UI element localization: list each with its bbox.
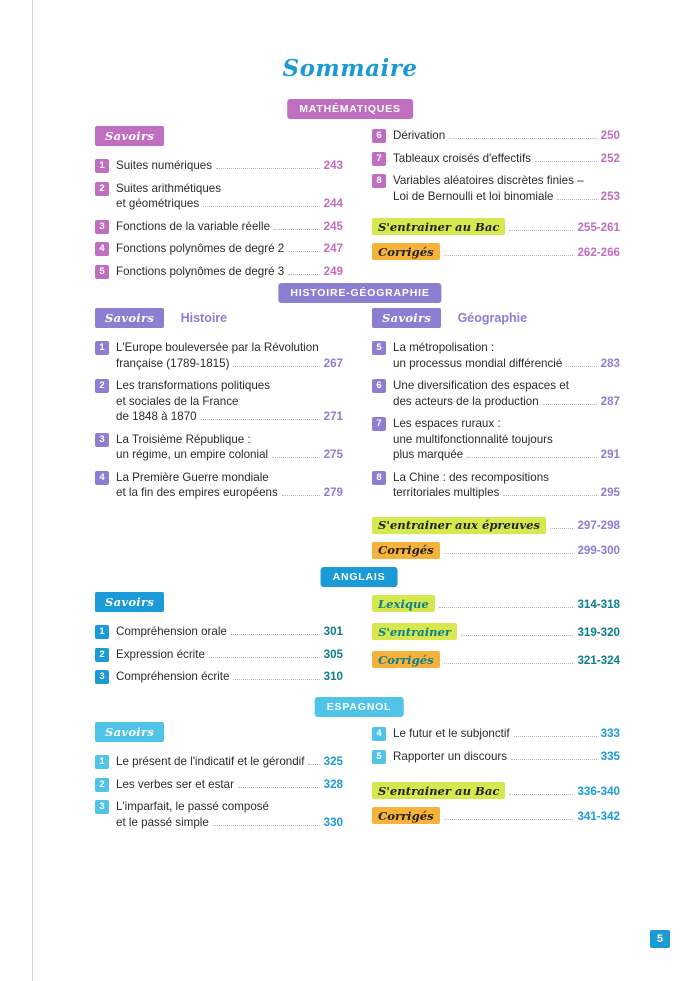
entry-label: Les verbes ser et estar bbox=[116, 777, 234, 791]
leader-dots bbox=[566, 366, 596, 367]
leader-dots bbox=[511, 759, 597, 760]
entry-number: 5 bbox=[372, 341, 386, 355]
toc-entry[interactable] bbox=[95, 624, 343, 640]
leader-dots bbox=[444, 663, 574, 664]
entry-label: Les transformations politiques bbox=[116, 379, 271, 392]
maths-right-entries bbox=[372, 128, 620, 260]
entry-number: 4 bbox=[95, 471, 109, 485]
entry-label-line2: et le passé simple bbox=[116, 815, 209, 829]
highlight-page: 319-320 bbox=[577, 625, 620, 639]
entry-number: 6 bbox=[372, 129, 386, 143]
entry-page: 305 bbox=[323, 647, 343, 661]
toc-entry[interactable] bbox=[95, 158, 343, 174]
leader-dots bbox=[282, 495, 320, 496]
toc-entry[interactable] bbox=[95, 219, 343, 235]
entry-page: 245 bbox=[323, 219, 343, 233]
entry-label-line2: territoriales multiples bbox=[393, 486, 500, 499]
entry-label: La Troisième République : bbox=[116, 432, 251, 446]
entry-label: Le futur et le subjonctif bbox=[393, 727, 510, 740]
entry-page: 249 bbox=[323, 264, 343, 278]
section-banner-espagnol: ESPAGNOL bbox=[315, 697, 404, 717]
highlight-label: S'entrainer aux épreuves bbox=[372, 517, 546, 534]
subsection-heading-histoire: Histoire bbox=[180, 310, 228, 325]
savoirs-tag: Savoirs bbox=[95, 126, 164, 146]
entry-label: Suites arithmétiques bbox=[116, 181, 222, 195]
entry-number: 7 bbox=[372, 152, 386, 166]
highlight-page: 299-300 bbox=[577, 544, 620, 557]
espagnol-left-column bbox=[95, 722, 343, 837]
entry-number: 2 bbox=[95, 778, 109, 792]
entry-label: La Chine : des recompositions bbox=[393, 470, 549, 484]
entry-number: 8 bbox=[372, 471, 386, 485]
entry-page: 275 bbox=[323, 448, 343, 461]
page-gutter-rule bbox=[32, 0, 33, 981]
savoirs-tag: Savoirs bbox=[95, 592, 164, 612]
leader-dots bbox=[238, 787, 320, 788]
leader-dots bbox=[535, 161, 597, 162]
highlight-label: Corrigés bbox=[372, 651, 440, 668]
espagnol-right-column bbox=[372, 726, 620, 832]
entry-label: La Première Guerre mondiale bbox=[116, 470, 269, 484]
section-banner-anglais: ANGLAIS bbox=[321, 567, 398, 587]
anglais-left-column bbox=[95, 592, 343, 692]
toc-highlight-row[interactable] bbox=[372, 595, 620, 612]
toc-entry[interactable] bbox=[95, 777, 343, 793]
entry-label-line2: et sociales de la France bbox=[116, 394, 239, 408]
entry-number: 5 bbox=[95, 265, 109, 279]
entry-label: La métropolisation : bbox=[393, 341, 495, 354]
toc-entry[interactable] bbox=[372, 173, 620, 204]
leader-dots bbox=[461, 635, 573, 636]
toc-highlight-row[interactable] bbox=[372, 542, 620, 559]
anglais-right-column bbox=[372, 595, 620, 676]
entry-number: 5 bbox=[372, 750, 386, 764]
toc-entry[interactable] bbox=[95, 799, 343, 830]
entry-label-line3: de 1848 à 1870 bbox=[116, 410, 197, 423]
entry-page: 247 bbox=[323, 242, 343, 255]
leader-dots bbox=[509, 230, 573, 231]
highlight-page: 336-340 bbox=[577, 784, 620, 798]
highlight-label: S'entrainer au Bac bbox=[372, 218, 505, 235]
highlight-page: 255-261 bbox=[577, 220, 620, 234]
toc-entry[interactable] bbox=[95, 378, 343, 425]
entry-label: Le présent de l'indicatif et le gérondif bbox=[116, 755, 305, 768]
leader-dots bbox=[444, 819, 574, 820]
entry-number: 2 bbox=[95, 182, 109, 196]
entry-number: 1 bbox=[95, 341, 109, 355]
toc-highlight-row[interactable] bbox=[372, 218, 620, 235]
entry-label: Variables aléatoires discrètes finies – bbox=[393, 174, 584, 187]
anglais-left-entries bbox=[95, 624, 343, 685]
leader-dots bbox=[274, 229, 320, 230]
toc-highlight-row[interactable] bbox=[372, 651, 620, 668]
leader-dots bbox=[233, 366, 319, 367]
leader-dots bbox=[231, 634, 320, 635]
toc-highlight-row[interactable] bbox=[372, 517, 620, 534]
entry-page: 310 bbox=[323, 670, 343, 683]
histgeo-left-entries bbox=[95, 340, 343, 501]
entry-label: Compréhension orale bbox=[116, 625, 227, 638]
savoirs-tag: Savoirs bbox=[95, 722, 164, 742]
espagnol-left-entries bbox=[95, 754, 343, 830]
toc-entry[interactable] bbox=[95, 470, 343, 501]
entry-label: Les espaces ruraux : bbox=[393, 417, 501, 430]
histgeo-right-entries bbox=[372, 340, 620, 559]
leader-dots bbox=[439, 607, 574, 608]
leader-dots bbox=[503, 495, 596, 496]
entry-label: Rapporter un discours bbox=[393, 749, 508, 763]
entry-page: 283 bbox=[600, 356, 620, 370]
entry-number: 3 bbox=[95, 433, 109, 447]
leader-dots bbox=[288, 251, 319, 252]
page-title: Sommaire bbox=[282, 55, 418, 82]
entry-number: 7 bbox=[372, 417, 386, 431]
page-number-badge: 5 bbox=[650, 930, 670, 948]
entry-page: 267 bbox=[323, 356, 343, 370]
subsection-heading-geographie: Géographie bbox=[457, 310, 528, 325]
section-banner-histoire-geographie: HISTOIRE-GÉOGRAPHIE bbox=[278, 283, 441, 303]
entry-label-line2: un régime, un empire colonial bbox=[116, 448, 269, 461]
maths-left-column bbox=[95, 126, 343, 286]
entry-label-line2: un processus mondial différencié bbox=[393, 356, 563, 370]
entry-label-line2: des acteurs de la production bbox=[393, 394, 539, 408]
histgeo-right-column bbox=[372, 308, 620, 567]
highlight-label: S'entrainer au Bac bbox=[372, 782, 505, 799]
toc-highlight-row[interactable] bbox=[372, 782, 620, 799]
toc-entry[interactable] bbox=[95, 669, 343, 685]
highlight-page: 321-324 bbox=[577, 653, 620, 667]
leader-dots bbox=[444, 255, 574, 256]
espagnol-right-entries bbox=[372, 726, 620, 824]
toc-entry[interactable] bbox=[95, 340, 343, 371]
entry-page: 335 bbox=[600, 749, 620, 763]
entry-label: L'imparfait, le passé composé bbox=[116, 800, 270, 813]
leader-dots bbox=[216, 168, 320, 169]
highlight-label: Lexique bbox=[372, 595, 435, 612]
maths-left-entries bbox=[95, 158, 343, 279]
toc-entry[interactable] bbox=[95, 754, 343, 770]
entry-label: Une diversification des espaces et bbox=[393, 379, 569, 392]
entry-number: 8 bbox=[372, 174, 386, 188]
entry-label: Fonctions polynômes de degré 2 bbox=[116, 242, 285, 255]
toc-highlight-row[interactable] bbox=[372, 623, 620, 640]
entry-number: 2 bbox=[95, 379, 109, 393]
entry-number: 2 bbox=[95, 648, 109, 662]
entry-label: Fonctions de la variable réelle bbox=[116, 219, 271, 233]
entry-number: 6 bbox=[372, 379, 386, 393]
highlight-page: 314-318 bbox=[577, 597, 620, 611]
leader-dots bbox=[213, 825, 320, 826]
highlight-page: 262-266 bbox=[577, 245, 620, 259]
histgeo-left-column bbox=[95, 308, 343, 508]
leader-dots bbox=[467, 457, 596, 458]
maths-right-column bbox=[372, 128, 620, 268]
toc-entry[interactable] bbox=[372, 416, 620, 463]
entry-label: Tableaux croisés d'effectifs bbox=[393, 151, 531, 165]
entry-label: Expression écrite bbox=[116, 647, 205, 661]
highlight-label: S'entrainer bbox=[372, 623, 457, 640]
entry-page: 301 bbox=[323, 625, 343, 638]
toc-entry[interactable] bbox=[95, 241, 343, 257]
entry-page: 325 bbox=[323, 755, 343, 768]
entry-number: 3 bbox=[95, 220, 109, 234]
leader-dots bbox=[543, 404, 597, 405]
leader-dots bbox=[449, 138, 596, 139]
toc-entry[interactable] bbox=[372, 128, 620, 144]
savoirs-tag: Savoirs bbox=[95, 308, 164, 328]
toc-entry[interactable] bbox=[372, 340, 620, 371]
entry-number: 3 bbox=[95, 800, 109, 814]
entry-page: 252 bbox=[600, 151, 620, 165]
entry-number: 1 bbox=[95, 755, 109, 769]
entry-number: 1 bbox=[95, 625, 109, 639]
leader-dots bbox=[550, 528, 573, 529]
entry-page: 328 bbox=[323, 777, 343, 791]
entry-page: 253 bbox=[600, 189, 620, 203]
toc-entry[interactable] bbox=[95, 264, 343, 280]
leader-dots bbox=[308, 764, 319, 765]
toc-highlight-row[interactable] bbox=[372, 807, 620, 824]
entry-label: L'Europe bouleversée par la Révolution bbox=[116, 341, 319, 354]
entry-page: 330 bbox=[323, 815, 343, 829]
toc-entry[interactable] bbox=[95, 181, 343, 212]
highlight-label: Corrigés bbox=[372, 542, 440, 559]
entry-page: 243 bbox=[323, 159, 343, 172]
entry-page: 250 bbox=[600, 129, 620, 142]
highlight-page: 297-298 bbox=[577, 519, 620, 532]
highlight-page: 341-342 bbox=[577, 809, 620, 823]
toc-entry[interactable] bbox=[372, 151, 620, 167]
toc-entry[interactable] bbox=[372, 378, 620, 409]
entry-page: 271 bbox=[323, 410, 343, 423]
leader-dots bbox=[233, 679, 319, 680]
entry-label-line2: et la fin des empires européens bbox=[116, 486, 278, 499]
leader-dots bbox=[509, 794, 573, 795]
entry-page: 279 bbox=[323, 486, 343, 499]
leader-dots bbox=[288, 274, 319, 275]
leader-dots bbox=[514, 736, 597, 737]
leader-dots bbox=[557, 199, 596, 200]
entry-page: 291 bbox=[600, 448, 620, 461]
toc-entry[interactable] bbox=[95, 647, 343, 663]
leader-dots bbox=[272, 457, 320, 458]
entry-page: 333 bbox=[600, 727, 620, 740]
toc-entry[interactable] bbox=[372, 470, 620, 501]
entry-label: Suites numériques bbox=[116, 159, 213, 172]
entry-label-line2: française (1789-1815) bbox=[116, 356, 230, 370]
leader-dots bbox=[209, 657, 320, 658]
entry-page: 244 bbox=[323, 197, 343, 210]
leader-dots bbox=[203, 206, 320, 207]
entry-label-line3: plus marquée bbox=[393, 448, 464, 461]
entry-label-line2: une multifonctionnalité toujours bbox=[393, 432, 553, 446]
leader-dots bbox=[201, 419, 320, 420]
highlight-label: Corrigés bbox=[372, 243, 440, 260]
entry-number: 3 bbox=[95, 670, 109, 684]
toc-entry[interactable] bbox=[372, 749, 620, 765]
toc-entry[interactable] bbox=[95, 432, 343, 463]
leader-dots bbox=[444, 553, 574, 554]
entry-number: 1 bbox=[95, 159, 109, 173]
entry-page: 287 bbox=[600, 394, 620, 408]
entry-number: 4 bbox=[95, 242, 109, 256]
entry-label: Compréhension écrite bbox=[116, 670, 230, 683]
savoirs-tag: Savoirs bbox=[372, 308, 441, 328]
entry-label-line2: et géométriques bbox=[116, 197, 200, 210]
entry-number: 4 bbox=[372, 727, 386, 741]
entry-label-line2: Loi de Bernoulli et loi binomiale bbox=[393, 189, 554, 203]
toc-highlight-row[interactable] bbox=[372, 243, 620, 260]
entry-label: Fonctions polynômes de degré 3 bbox=[116, 264, 285, 278]
toc-entry[interactable] bbox=[372, 726, 620, 742]
highlight-label: Corrigés bbox=[372, 807, 440, 824]
section-banner-mathematiques: MATHÉMATIQUES bbox=[287, 99, 413, 119]
entry-label: Dérivation bbox=[393, 129, 446, 142]
entry-page: 295 bbox=[600, 486, 620, 499]
